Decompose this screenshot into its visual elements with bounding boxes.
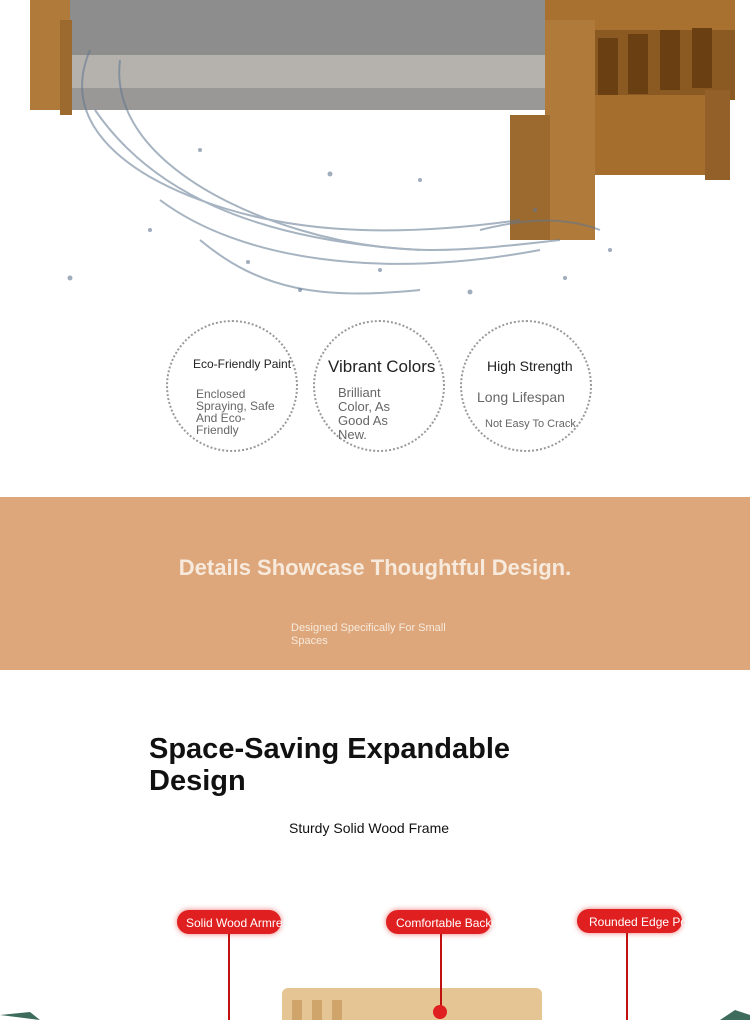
badge-vibrant-colors xyxy=(313,320,445,452)
callout-line xyxy=(626,933,628,1020)
details-banner-subtitle: Designed Specifically For Small Spaces xyxy=(291,622,446,647)
badge-eco-friendly-paint xyxy=(166,320,298,452)
badge-subtitle: Enclosed Spraying, Safe And Eco-Friendly xyxy=(196,387,275,437)
callout-line xyxy=(440,934,442,1012)
badge-title: High Strength xyxy=(487,358,573,374)
feature-subheading: Sturdy Solid Wood Frame xyxy=(289,820,450,836)
hero-section xyxy=(0,0,750,497)
sofa-with-water-splash-image xyxy=(0,0,750,300)
callout-label: Solid Wood Armrests xyxy=(186,916,298,930)
badge-subtitle: Brilliant Color, As Good As New. xyxy=(338,385,391,442)
feature-section xyxy=(0,670,750,1020)
badge-title: Eco-Friendly Paint xyxy=(193,357,292,371)
sofa-frame-image xyxy=(0,670,750,1020)
details-banner-title: Details Showcase Thoughtful Design. xyxy=(178,555,572,580)
callout-dot xyxy=(433,1005,447,1019)
feature-heading: Space-Saving Expandable Design xyxy=(149,733,511,797)
badge-subtitle: Long Lifespan xyxy=(477,389,565,405)
badge-note: Not Easy To Crack xyxy=(485,418,576,430)
badge-high-strength xyxy=(460,320,592,452)
badge-title: Vibrant Colors xyxy=(328,357,436,376)
callout-line xyxy=(228,934,230,1020)
callout-label: Rounded Edge Polishing xyxy=(589,915,722,929)
callout-label: Comfortable Backrest xyxy=(396,916,512,930)
